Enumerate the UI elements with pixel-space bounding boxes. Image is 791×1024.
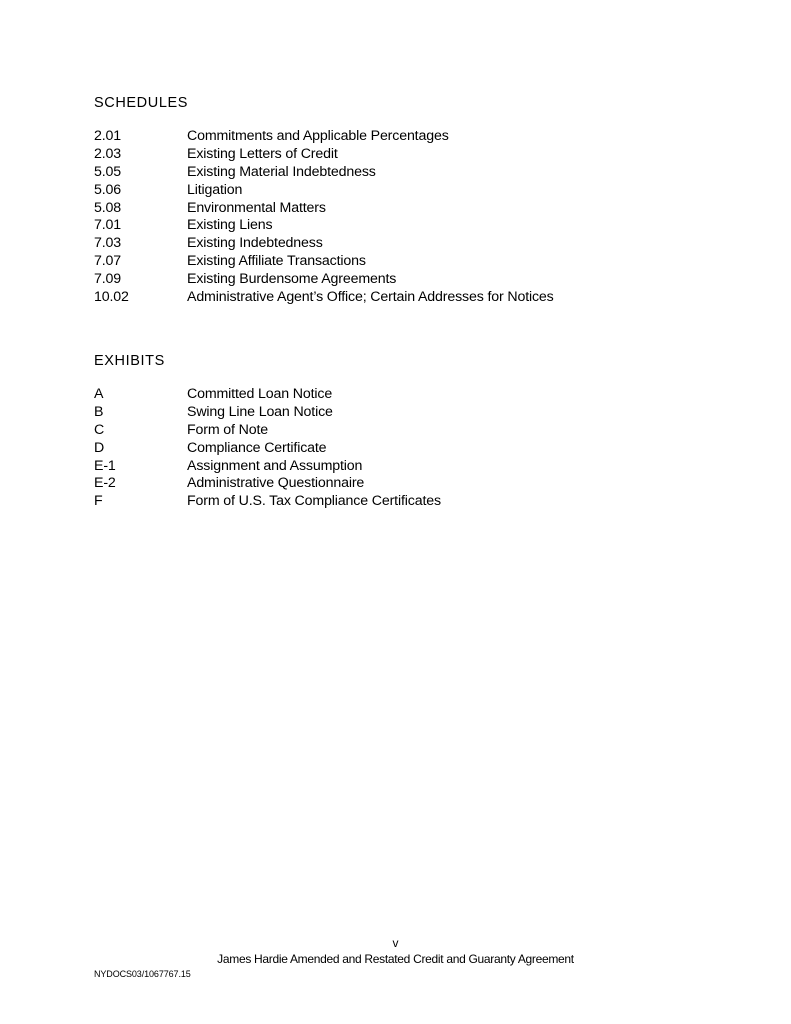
document-id: NYDOCS03/1067767.15 [94,969,191,979]
schedule-number: 10.02 [94,288,129,305]
exhibit-row [94,421,714,439]
schedule-row [94,163,714,181]
schedule-number: 5.05 [94,163,122,180]
schedule-title: Litigation [187,181,243,198]
schedule-number: 2.01 [94,127,122,144]
schedule-title: Existing Liens [187,217,273,234]
exhibit-row [94,492,714,510]
schedule-title: Existing Burdensome Agreements [187,271,397,288]
schedule-number: 7.09 [94,271,122,288]
schedule-number: 2.03 [94,145,122,162]
exhibits-list [94,385,714,510]
schedule-row [94,216,714,234]
exhibit-title: Form of Note [187,421,268,438]
exhibit-row [94,439,714,457]
schedules-heading: SCHEDULES [94,95,189,111]
schedule-row [94,252,714,270]
schedule-title: Administrative Agent’s Office; Certain Addresses for Notices [187,288,554,305]
schedule-title: Existing Material Indebtedness [187,163,376,180]
exhibit-row [94,403,714,421]
schedule-title: Commitments and Applicable Percentages [187,127,449,144]
schedule-title: Environmental Matters [187,199,326,216]
schedule-title: Existing Indebtedness [187,235,323,252]
schedule-number: 5.06 [94,181,122,198]
footer-document-title: James Hardie Amended and Restated Credit and Guaranty Agreement [217,952,574,966]
exhibit-letter: B [94,403,104,420]
schedule-number: 5.08 [94,199,122,216]
schedule-title: Existing Affiliate Transactions [187,253,366,270]
schedule-row [94,199,714,217]
schedule-row [94,181,714,199]
exhibit-title: Form of U.S. Tax Compliance Certificates [187,493,441,510]
exhibits-heading: EXHIBITS [94,353,165,369]
exhibit-title: Assignment and Assumption [187,457,363,474]
exhibit-letter: A [94,385,104,402]
schedule-row [94,270,714,288]
exhibit-title: Swing Line Loan Notice [187,403,333,420]
schedule-row [94,288,714,306]
schedule-number: 7.01 [94,217,122,234]
schedule-row [94,145,714,163]
exhibit-title: Committed Loan Notice [187,385,333,402]
exhibit-letter: E-1 [94,457,116,474]
exhibit-title: Compliance Certificate [187,439,327,456]
schedule-row [94,234,714,252]
exhibit-letter: E-2 [94,475,116,492]
exhibit-letter: C [94,421,105,438]
exhibit-title: Administrative Questionnaire [187,475,365,492]
schedule-row [94,127,714,145]
exhibit-letter: D [94,439,105,456]
exhibit-row [94,474,714,492]
page-number: v [392,936,399,950]
schedule-number: 7.03 [94,235,122,252]
exhibit-letter: F [94,493,103,510]
exhibit-row [94,457,714,475]
schedule-title: Existing Letters of Credit [187,145,338,162]
exhibit-row [94,385,714,403]
schedules-list [94,127,714,306]
schedule-number: 7.07 [94,253,122,270]
